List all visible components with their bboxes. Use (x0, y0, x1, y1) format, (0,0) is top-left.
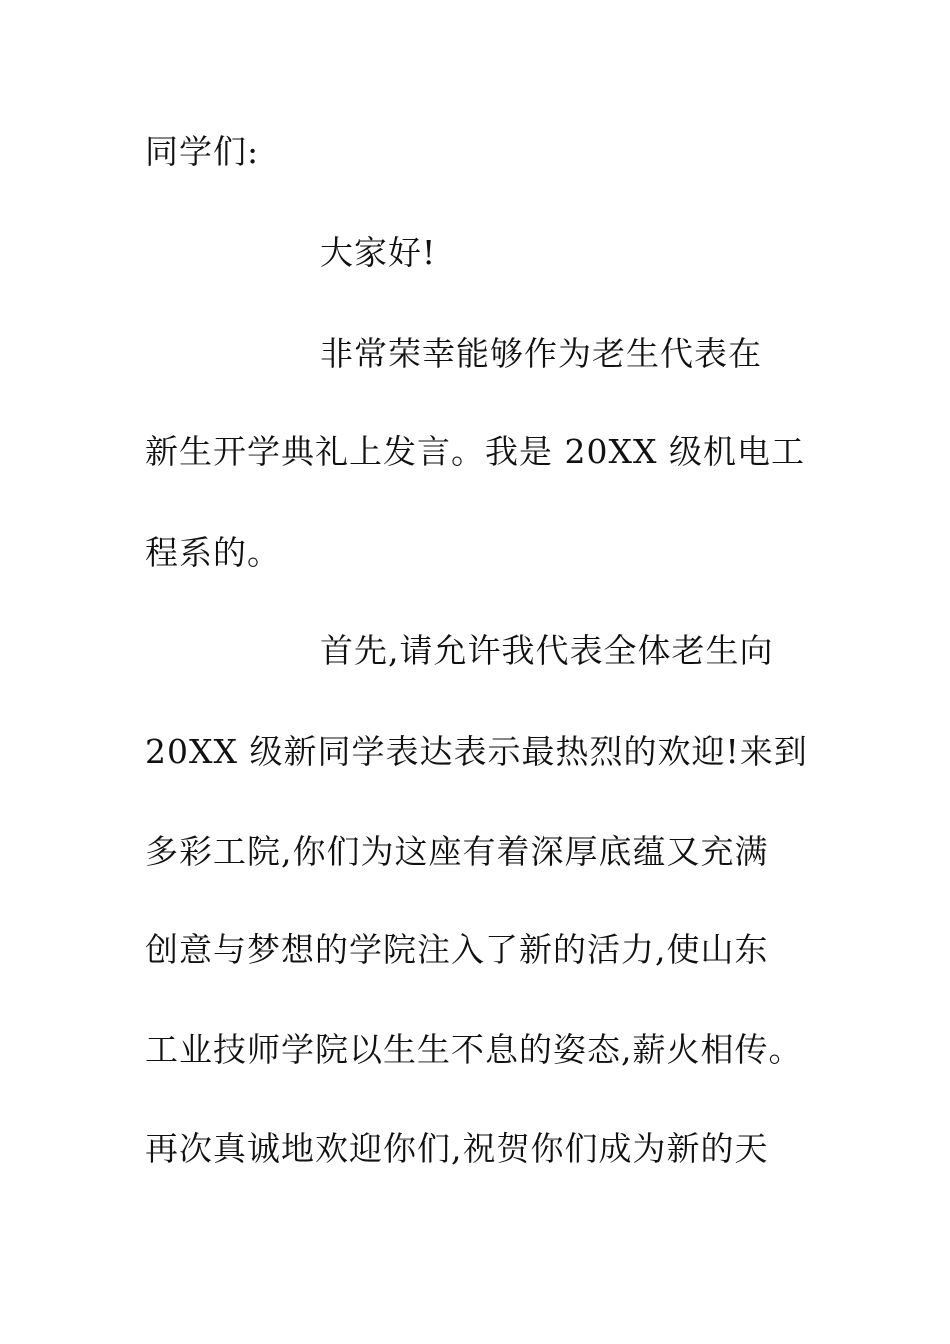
greeting: 大家好! (320, 233, 437, 272)
paragraph-line: 新生开学典礼上发言。我是 20XX 级机电工 (145, 432, 805, 471)
paragraph-line: 程系的。 (145, 533, 281, 572)
paragraph-line: 首先,请允许我代表全体老生向 (320, 631, 774, 670)
paragraph-line: 再次真诚地欢迎你们,祝贺你们成为新的天 (145, 1129, 769, 1168)
paragraph-line: 非常荣幸能够作为老生代表在 (320, 334, 762, 373)
paragraph-line: 创意与梦想的学院注入了新的活力,使山东 (145, 930, 769, 969)
paragraph-line: 多彩工院,你们为这座有着深厚底蕴又充满 (145, 832, 769, 871)
paragraph-line: 20XX 级新同学表达表示最热烈的欢迎!来到 (145, 732, 808, 771)
salutation: 同学们: (145, 132, 260, 171)
paragraph-line: 工业技师学院以生生不息的姿态,薪火相传。 (145, 1030, 803, 1069)
